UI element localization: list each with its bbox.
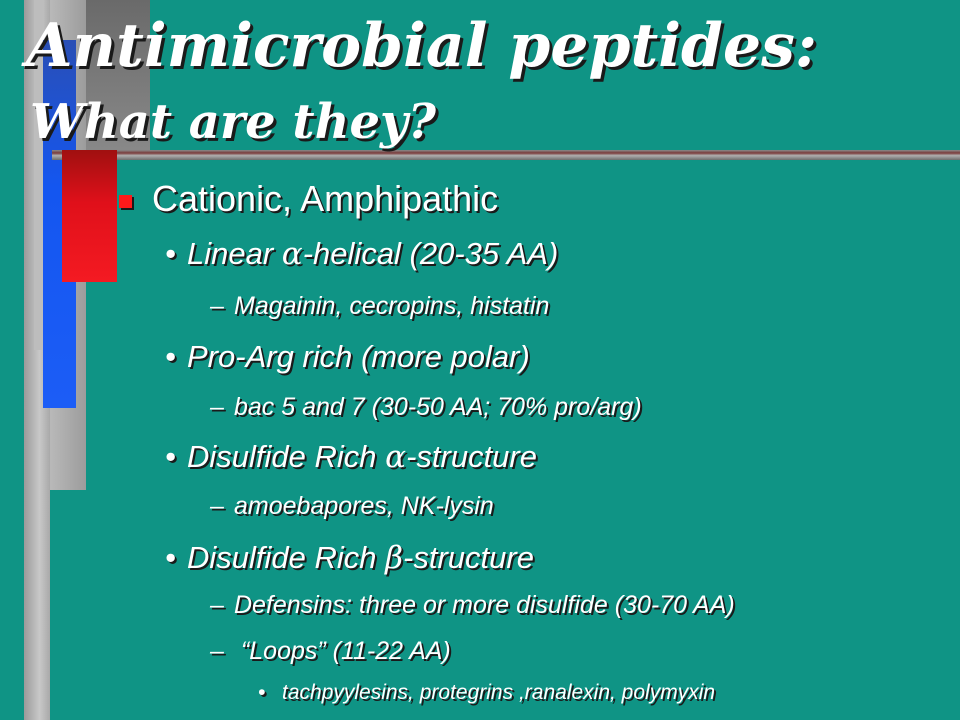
sub-item-defensins: – Defensins: three or more disulfide (30-70 AA) [210, 591, 735, 619]
sub-sub-item-tachpyylesins: • tachpyylesins, protegrins ,ranalexin, polymyxin [258, 681, 716, 704]
bullet-icon: • [165, 236, 176, 271]
bullet-pro-arg-rich: • Pro-Arg rich (more polar) [165, 339, 530, 374]
square-bullet-icon [119, 195, 132, 208]
dash-icon: – [210, 637, 224, 665]
dash-icon: – [210, 492, 224, 520]
sub-item-magainin: – Magainin, cecropins, histatin [210, 292, 550, 320]
bullet-disulfide-alpha: • Disulfide Rich α-structure [165, 439, 537, 475]
heading-cationic-amphipathic: Cationic, Amphipathic [152, 178, 499, 219]
bullet-linear-alpha-helical: • Linear α-helical (20-35 AA) [165, 236, 559, 272]
dash-icon: – [210, 292, 224, 320]
bullet-disulfide-beta: • Disulfide Rich β-structure [165, 540, 534, 576]
bullet-icon: • [258, 681, 266, 704]
title-rule [52, 150, 960, 160]
decor-bar-red [62, 150, 117, 282]
dash-icon: – [210, 393, 224, 421]
sub-item-amoebapores: – amoebapores, NK-lysin [210, 492, 494, 520]
bullet-icon: • [165, 540, 176, 575]
bullet-icon: • [165, 439, 176, 474]
sub-item-bac: – bac 5 and 7 (30-50 AA; 70% pro/arg) [210, 393, 642, 421]
bullet-icon: • [165, 339, 176, 374]
dash-icon: – [210, 591, 224, 619]
slide-subtitle: What are they? [30, 94, 437, 150]
sub-item-loops: – “Loops” (11-22 AA) [210, 637, 451, 665]
slide-title: Antimicrobial peptides: [26, 11, 818, 81]
